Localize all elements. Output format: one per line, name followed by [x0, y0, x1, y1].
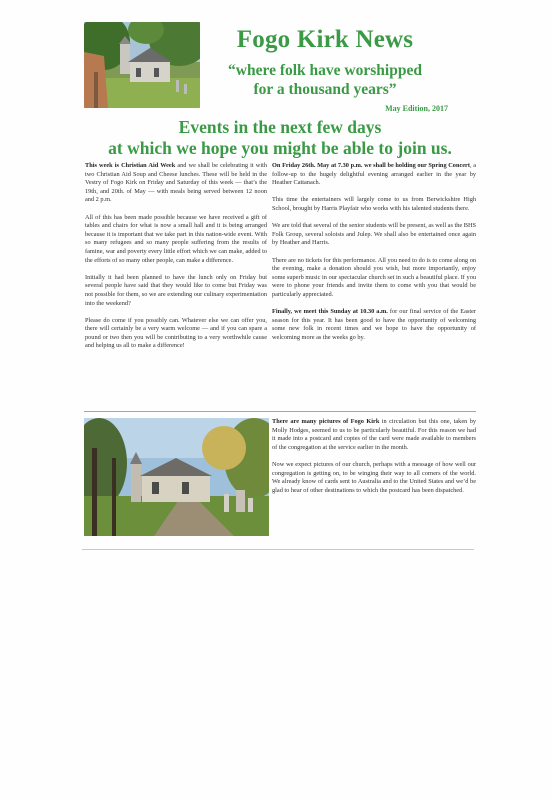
concert-paragraph — [272, 162, 476, 188]
tables-chairs-paragraph: All of this has been made possible because we have received a gift of tables and chairs for what is now a small hall and it is being arranged because it is important that we take part in this nation-wide event. With so many refugees and so many people suffering from the results of famine, war and poverty every little effort which we can make, added to the efforts of so many other people, can make a difference. — [85, 213, 267, 264]
destinations-paragraph: Now we expect pictures of our church, perhaps with a message of how well our congregation is getting on, to be winging their way to all corners of the world. We already know of cards sent to Australia and to the United States and we’d be glad to hear of other destinations to which the postcard has been dispatched. — [272, 460, 476, 494]
newsletter-motto — [212, 61, 438, 99]
students-paragraph: We are told that several of the senior students will be present, as well as the BHS Folk Group, several soloists and Julep. We shall also be entertained once again by Heather and Harris. — [272, 222, 476, 247]
concert-body: , a follow-up to the hugely delightful evening arranged earlier in the year by Heather Cattanach. — [272, 162, 476, 187]
concert-lead: On Friday 26th. May at 7.30 p.m. we shall be holding our Spring Concert — [272, 162, 470, 169]
christian-aid-paragraph — [85, 162, 267, 205]
newsletter-title: Fogo Kirk News — [236, 26, 414, 53]
headline-line-2: at which we hope you might be able to join us. — [108, 138, 452, 158]
entertainers-paragraph: This time the entertainers will largely come to us from Berwickshire High School, brought by Harris Playfair who works with his talented students there. — [272, 196, 476, 212]
weekend-paragraph: Initially it had been planned to have the lunch only on Friday but several people have said that they would like to come but Friday was not possible for them, so we are extending our culinary experimentation into the weekend? — [85, 273, 267, 307]
postcard-column — [272, 418, 476, 504]
christian-aid-body: and we shall be celebrating it with two Christian Aid Soup and Cheese lunches. These will be held in the Vestry of Fogo Kirk on Friday and Saturday of this week — that’s the 19th, and 20th. of May — with meals being served between 12 noon and 2 p.m. — [85, 162, 267, 204]
welcome-paragraph: Please do come if you possibly can. Whatever else we can offer you, there will certainly be a very warm welcome — and if you can spare a pound or two then you will be contributing to a very worthwhile cause and helping us all to make a difference! — [85, 316, 267, 350]
left-column — [85, 162, 267, 360]
sunday-service-lead: Finally, we meet this Sunday at 10.30 a.m. — [272, 308, 388, 316]
church-postcard-photo — [84, 418, 269, 536]
christian-aid-lead: This week is Christian Aid Week — [85, 162, 176, 169]
postcard-body: in circulation but this one, taken by Molly Hodges, seemed to us to be particularly beautiful. For this reason we had it made into a postcard and copies of the card were made available to members of the congregation at the service earlier in the month. — [272, 418, 476, 451]
events-headline — [84, 117, 476, 159]
postcard-lead: There are many pictures of Fogo Kirk — [272, 418, 380, 425]
header-church-photo — [84, 22, 200, 108]
footer-rule — [82, 549, 474, 550]
sunday-service-paragraph — [272, 308, 476, 342]
tickets-paragraph: There are no tickets for this performance. All you need to do is to come along on the evening, make a donation should you wish, but more importantly, enjoy some superb music in our spectacular church set in such a beautiful place. If you were to phone your friends and invite them to come with you that would be particularly appreciated. — [272, 256, 476, 298]
headline-line-1: Events in the next few days — [178, 117, 382, 137]
sunday-service-body: for our final service of the Easter season for this year. It has been good to have the opportunity of welcoming some new folk in recent times and we hope to have the opportunity of welcoming more as the weeks go by. — [272, 308, 476, 341]
motto-line-1: “where folk have worshipped — [228, 62, 422, 79]
section-divider — [84, 411, 476, 412]
motto-line-2: for a thousand years” — [253, 81, 397, 98]
edition-label: May Edition, 2017 — [385, 104, 448, 113]
right-column — [272, 162, 476, 351]
postcard-paragraph — [272, 418, 476, 452]
